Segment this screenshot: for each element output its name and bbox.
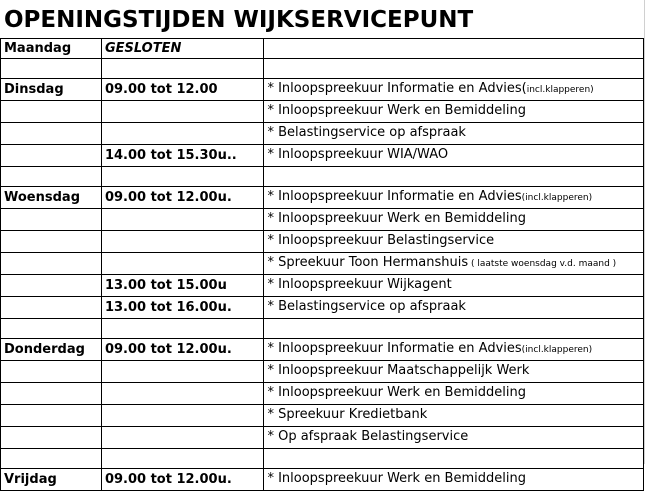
description-text: * Inloopspreekuur Werk en Bemiddeling bbox=[267, 471, 526, 486]
time-cell[interactable] bbox=[101, 231, 264, 253]
description-text: * Inloopspreekuur Informatie en Advies bbox=[267, 341, 522, 356]
description-cell[interactable] bbox=[264, 469, 644, 491]
table-row bbox=[1, 167, 644, 187]
schedule-table bbox=[0, 38, 644, 491]
description-text: * Belastingservice op afspraak bbox=[267, 299, 466, 314]
description-cell[interactable] bbox=[264, 187, 644, 209]
day-cell[interactable]: Donderdag bbox=[1, 339, 102, 361]
description-cell[interactable] bbox=[264, 209, 644, 231]
day-cell[interactable] bbox=[1, 123, 102, 145]
description-cell[interactable] bbox=[264, 39, 644, 59]
description-cell[interactable] bbox=[264, 167, 644, 187]
description-cell[interactable] bbox=[264, 297, 644, 319]
day-cell[interactable] bbox=[1, 167, 102, 187]
sheet-edge bbox=[644, 0, 645, 464]
description-cell[interactable] bbox=[264, 59, 644, 79]
description-text: * Inloopspreekuur WIA/WAO bbox=[267, 147, 449, 162]
table-row bbox=[1, 275, 644, 297]
day-cell[interactable] bbox=[1, 383, 102, 405]
time-cell[interactable] bbox=[101, 123, 264, 145]
time-cell[interactable] bbox=[101, 253, 264, 275]
day-cell[interactable]: Vrijdag bbox=[1, 469, 102, 491]
table-row bbox=[1, 449, 644, 469]
day-cell[interactable]: Dinsdag bbox=[1, 79, 102, 101]
description-cell[interactable] bbox=[264, 339, 644, 361]
time-cell[interactable]: GESLOTEN bbox=[101, 39, 264, 59]
description-note: (incl.klapperen) bbox=[521, 345, 593, 355]
time-cell[interactable] bbox=[101, 427, 264, 449]
time-cell[interactable]: 09.00 tot 12.00 bbox=[101, 79, 264, 101]
description-cell[interactable] bbox=[264, 405, 644, 427]
description-cell[interactable] bbox=[264, 231, 644, 253]
day-cell[interactable] bbox=[1, 209, 102, 231]
table-row bbox=[1, 339, 644, 361]
time-cell[interactable]: 13.00 tot 16.00u. bbox=[101, 297, 264, 319]
description-note: (incl.klapperen) bbox=[521, 193, 593, 203]
time-cell[interactable]: 09.00 tot 12.00u. bbox=[101, 339, 264, 361]
description-text: * Inloopspreekuur Maatschappelijk Werk bbox=[267, 363, 530, 378]
table-row bbox=[1, 209, 644, 231]
day-cell[interactable] bbox=[1, 145, 102, 167]
description-text: * Inloopspreekuur Werk en Bemiddeling bbox=[267, 385, 526, 400]
time-cell[interactable] bbox=[101, 449, 264, 469]
day-cell[interactable] bbox=[1, 449, 102, 469]
time-cell[interactable] bbox=[101, 59, 264, 79]
description-text: * Inloopspreekuur Informatie en Advies bbox=[267, 189, 522, 204]
day-cell[interactable] bbox=[1, 319, 102, 339]
description-cell[interactable] bbox=[264, 427, 644, 449]
description-text: * Belastingservice op afspraak bbox=[267, 125, 466, 140]
description-text: * Inloopspreekuur Wijkagent bbox=[267, 277, 452, 292]
time-cell[interactable] bbox=[101, 383, 264, 405]
day-cell[interactable] bbox=[1, 253, 102, 275]
table-row bbox=[1, 253, 644, 275]
description-text: * Spreekuur Kredietbank bbox=[267, 407, 428, 422]
description-text: * Inloopspreekuur Werk en Bemiddeling bbox=[267, 103, 526, 118]
time-cell[interactable] bbox=[101, 167, 264, 187]
description-note: incl.klapperen) bbox=[526, 85, 594, 95]
description-cell[interactable] bbox=[264, 361, 644, 383]
description-cell[interactable] bbox=[264, 123, 644, 145]
table-row bbox=[1, 405, 644, 427]
description-cell[interactable] bbox=[264, 145, 644, 167]
description-cell[interactable] bbox=[264, 101, 644, 123]
description-text: * Inloopspreekuur Werk en Bemiddeling bbox=[267, 211, 526, 226]
description-cell[interactable] bbox=[264, 319, 644, 339]
day-cell[interactable] bbox=[1, 231, 102, 253]
page-title: OPENINGSTIJDEN WIJKSERVICEPUNT bbox=[4, 7, 474, 33]
table-row bbox=[1, 297, 644, 319]
time-cell[interactable] bbox=[101, 101, 264, 123]
table-row bbox=[1, 145, 644, 167]
time-cell[interactable] bbox=[101, 405, 264, 427]
table-row bbox=[1, 427, 644, 449]
day-cell[interactable] bbox=[1, 427, 102, 449]
table-row bbox=[1, 231, 644, 253]
day-cell[interactable] bbox=[1, 361, 102, 383]
table-row bbox=[1, 469, 644, 491]
description-cell[interactable] bbox=[264, 253, 644, 275]
schedule-body bbox=[1, 39, 644, 491]
table-row bbox=[1, 39, 644, 59]
table-row bbox=[1, 101, 644, 123]
description-cell[interactable] bbox=[264, 79, 644, 101]
day-cell[interactable]: Woensdag bbox=[1, 187, 102, 209]
day-cell[interactable] bbox=[1, 405, 102, 427]
table-row bbox=[1, 319, 644, 339]
description-text: * Op afspraak Belastingservice bbox=[267, 429, 469, 444]
time-cell[interactable]: 09.00 tot 12.00u. bbox=[101, 469, 264, 491]
time-cell[interactable]: 14.00 tot 15.30u.. bbox=[101, 145, 264, 167]
time-cell[interactable] bbox=[101, 361, 264, 383]
day-cell[interactable] bbox=[1, 297, 102, 319]
time-cell[interactable]: 09.00 tot 12.00u. bbox=[101, 187, 264, 209]
day-cell[interactable] bbox=[1, 275, 102, 297]
table-row bbox=[1, 383, 644, 405]
table-row bbox=[1, 361, 644, 383]
table-row bbox=[1, 123, 644, 145]
time-cell[interactable]: 13.00 tot 15.00u bbox=[101, 275, 264, 297]
day-cell[interactable]: Maandag bbox=[1, 39, 102, 59]
time-cell[interactable] bbox=[101, 209, 264, 231]
table-row bbox=[1, 79, 644, 101]
time-cell[interactable] bbox=[101, 319, 264, 339]
day-cell[interactable] bbox=[1, 101, 102, 123]
description-text: * Inloopspreekuur Belastingservice bbox=[267, 233, 495, 248]
day-cell[interactable] bbox=[1, 59, 102, 79]
table-row bbox=[1, 59, 644, 79]
description-text: * Spreekuur Toon Hermanshuis bbox=[267, 255, 469, 270]
description-text: * Inloopspreekuur Informatie en Advies( bbox=[267, 81, 527, 96]
description-cell[interactable] bbox=[264, 383, 644, 405]
table-row bbox=[1, 187, 644, 209]
description-cell[interactable] bbox=[264, 449, 644, 469]
description-note: ( laatste woensdag v.d. maand ) bbox=[468, 259, 617, 269]
description-cell[interactable] bbox=[264, 275, 644, 297]
